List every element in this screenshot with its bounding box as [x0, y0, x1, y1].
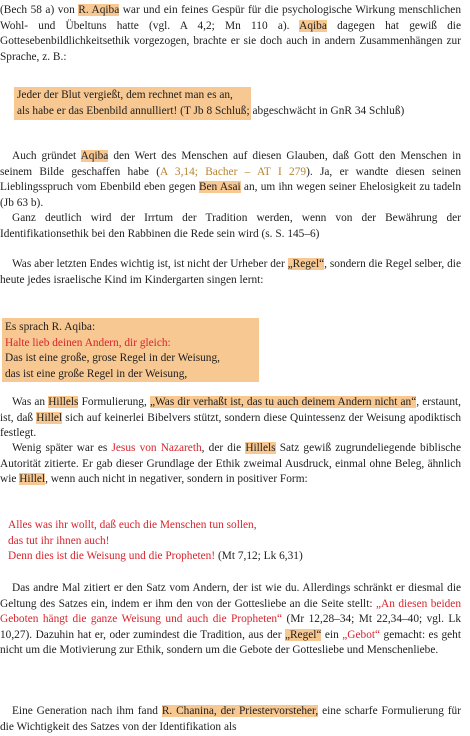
- highlight-aqiba: R. Aqiba: [78, 4, 120, 16]
- text: Formulierung,: [78, 396, 150, 408]
- text: (Mr 12,28–34; Mt 22,34–40; vgl. Lk 10,27). Dazuhin hat er, oder zumindest die Tradition, aus der: [0, 613, 461, 641]
- text: ). Ja, er wandte diesen seinen Lieblingsspruch vom Ebenbild eben gegen: [0, 165, 462, 194]
- text: den Wert des Menschen auf diesen Glauben, daß Gott den Menschen in seinem Bilde geschaffen habe (: [0, 150, 461, 178]
- paragraph-6: [0, 441, 461, 488]
- text: Was aber letzten Endes wichtig ist, ist nicht der Urheber der: [12, 258, 288, 270]
- highlight-aqiba: Aqiba: [80, 150, 109, 162]
- text: ein: [321, 628, 343, 641]
- text: Wenig später war es: [12, 442, 112, 454]
- quote-line: Alles was ihr wollt, daß euch die Menschen tun sollen,: [8, 519, 257, 531]
- paragraph-7: [0, 581, 461, 659]
- quote-1: [17, 88, 462, 119]
- quote-line: Es sprach R. Aqiba:: [5, 321, 96, 333]
- quote-line: Jeder der Blut vergießt, dem rechnet man es an,: [17, 89, 233, 101]
- quote-3: [8, 518, 462, 565]
- highlight-regel: „Regel“: [287, 258, 325, 270]
- text: war und ein feines Gespür für die psychologische Wirkung menschlichen Wohl- und Übeltuns hatte (vgl. A 4,2; Mn 110 a).: [0, 4, 461, 32]
- gebot-term: „Gebot“: [342, 628, 381, 641]
- text: , wenn auch nicht in negativer, sondern in positiver Form:: [45, 473, 308, 486]
- text: an, um ihn wegen seiner Ehelosigkeit zu tadeln (Jb 63 b).: [0, 181, 461, 209]
- citation: (T Jb 8 Schluß; abgeschwächt in GnR 34 Schluß): [177, 104, 405, 117]
- highlight-aqiba: Aqiba: [299, 19, 327, 32]
- quote-line: Das ist eine große, grose Regel in der Weisung,: [5, 352, 220, 365]
- text: Eine Generation nach ihm fand: [12, 705, 162, 717]
- text: sich auf keinerlei Bibelvers stützt, sondern diese Quintessenz der Weisung apodiktisch festlegt.: [0, 411, 461, 440]
- text: Satz gewiß zugrundeliegende biblische Autorität zitierte. Er gab dieser Grundlage der Ethik zweimal Ausdruck, einmal ohne Beleg, ähnlich wie: [0, 442, 461, 486]
- text: eine scharfe Formulierung für die Wichtigkeit des Satzes von der Identifikation als: [0, 705, 461, 733]
- name-jesus: Jesus von Nazareth: [111, 442, 202, 454]
- quote-line: das tut ihr ihnen auch!: [8, 534, 110, 547]
- citation: (Mt 7,12; Lk 6,31): [215, 550, 303, 563]
- text: Was an: [12, 396, 49, 408]
- highlight-hillels: Hillels: [48, 396, 79, 408]
- paragraph-1: [0, 3, 461, 65]
- highlight-hillels: Hillels: [245, 442, 276, 454]
- text: , erstaunt, ist, daß: [0, 396, 461, 424]
- paragraph-8: [0, 704, 461, 735]
- highlight-hillel: Hillel: [36, 411, 63, 424]
- text: gemacht: es geht nicht um die Motivierung zur Ethik, sondern um die Gebote der Gottesliebe und Menschenliebe.: [0, 628, 462, 657]
- citation-reference: A 3,14; Bacher – AT I 279: [160, 165, 307, 178]
- highlight-regel: „Regel“: [284, 628, 322, 641]
- paragraph-5: [0, 395, 461, 442]
- text: Auch gründet: [12, 150, 81, 162]
- paragraph-2: [0, 149, 461, 211]
- quote-line: Halte lieb deinen Andern, dir gleich:: [5, 336, 171, 349]
- text: (Bech 58 a) von: [0, 4, 79, 16]
- text: , sondern die Regel selber, die heute jedes israelische Kind im Kindergarten singen lernt:: [0, 258, 461, 286]
- gospel-quote: „An diesen beiden Geboten hängt die ganze Weisung und auch die Propheten“: [0, 597, 461, 626]
- text: Das andre Mal zitiert er den Satz vom Andern, der ist wie du. Allerdings schränkt er diesmal die Geltung des Satzes ein, indem er ihm den von der Gottesliebe an die Seite stellt:: [0, 582, 461, 610]
- text: , der die: [201, 442, 246, 454]
- text: dagegen hat gewiß die Gottesebenbildlichkeitsethik vorgezogen, brachte er sie doch auch in andern Zusammenhängen zur Sprache, z. B.:: [0, 19, 461, 63]
- highlight-hillel-quote: „Was dir verhaßt ist, das tu auch deinem Andern nicht an“: [149, 396, 417, 408]
- highlight-hillel: Hillel: [19, 473, 46, 486]
- quote-2: [5, 320, 445, 382]
- highlight-ben-asai: Ben Asai: [198, 181, 241, 194]
- paragraph-4: [0, 257, 461, 288]
- quote-line: als habe er das Ebenbild annulliert!: [17, 104, 178, 117]
- highlight-r-chanina: R. Chanina, der Priestervorsteher,: [161, 705, 319, 717]
- quote-line: das ist eine große Regel in der Weisung,: [5, 367, 188, 380]
- paragraph-3: Ganz deutlich wird der Irrtum der Tradition werden, wenn von der Bewährung der Identifikationsethik bei den Rabbinen die Rede sein wird (s. S. 145–6): [0, 212, 461, 240]
- quote-line: Denn dies ist die Weisung und die Propheten!: [8, 550, 216, 563]
